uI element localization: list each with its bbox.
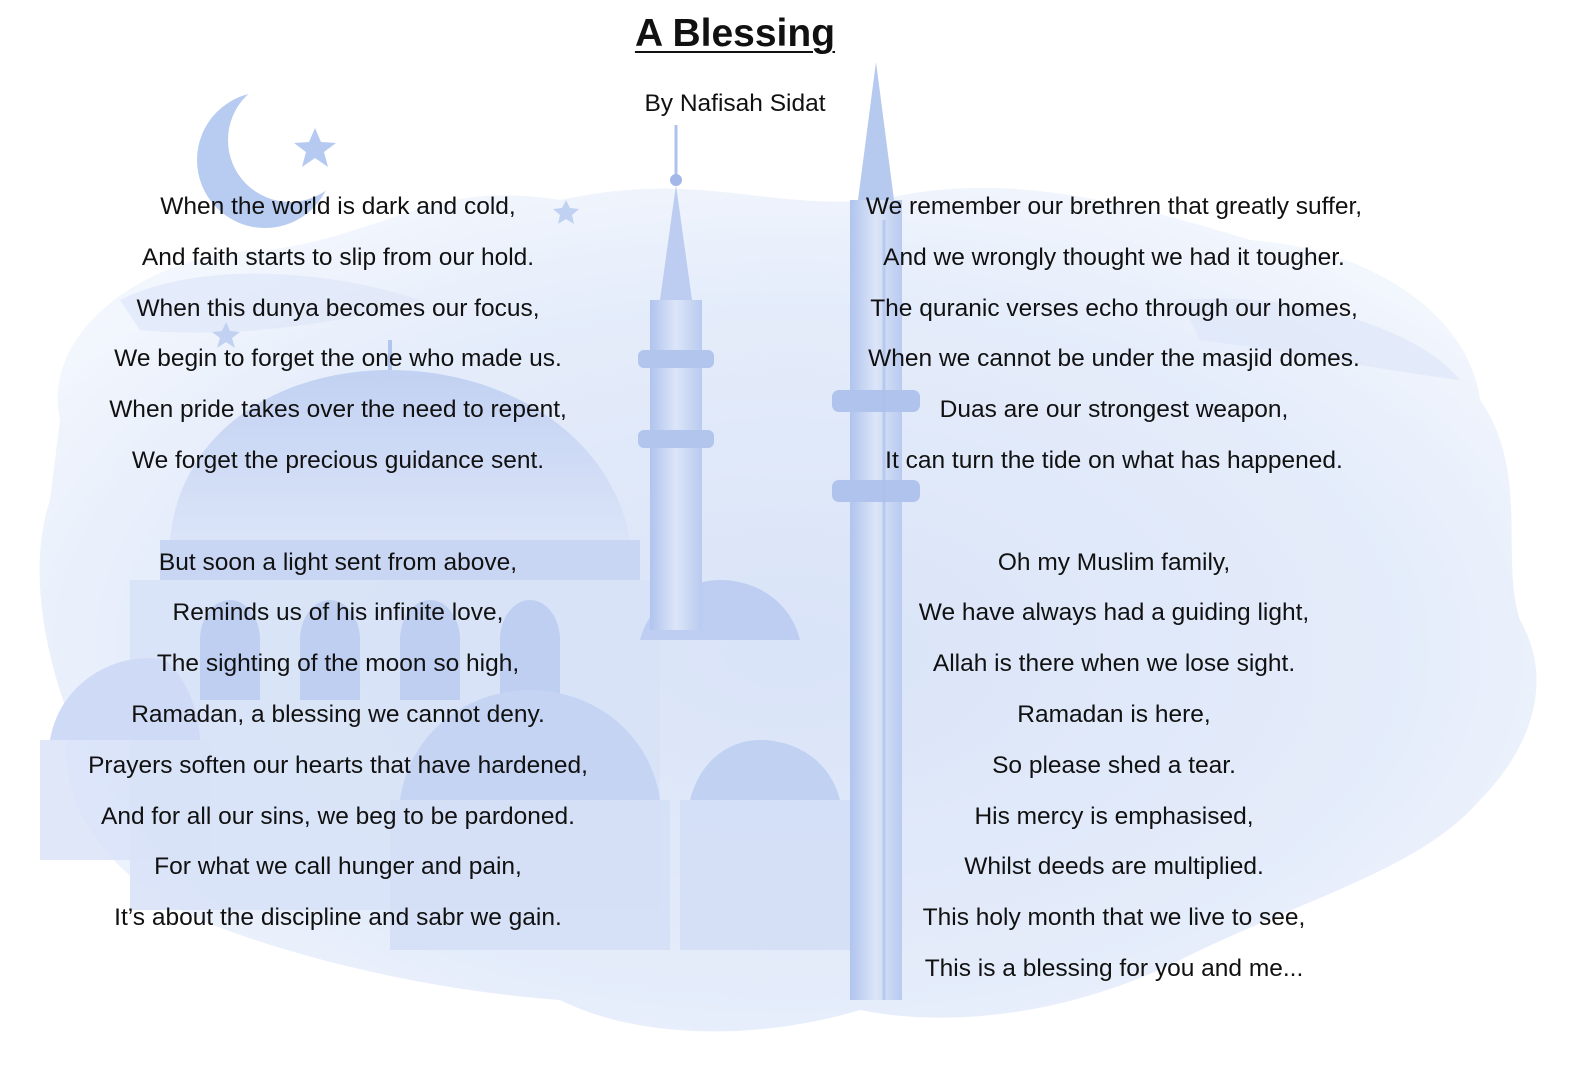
poem-line: When pride takes over the need to repent, (109, 396, 567, 424)
poem-line: But soon a light sent from above, (158, 548, 518, 576)
poem-line: It’s about the discipline and sabr we gain. (114, 904, 562, 932)
poem-line: And for all our sins, we beg to be pardoned. (101, 802, 575, 830)
poem-title: A Blessing (634, 12, 836, 55)
poem-line: Duas are our strongest weapon, (939, 396, 1289, 424)
poem-line: Prayers soften our hearts that have hardened, (88, 751, 588, 779)
stanza-gap (38, 493, 638, 544)
poem-line: For what we call hunger and pain, (154, 853, 522, 881)
right-column (814, 188, 1414, 1001)
poem-line: And faith starts to slip from our hold. (141, 243, 535, 271)
poem-line: We forget the precious guidance sent. (131, 446, 545, 474)
poem-line: Oh my Muslim family, (997, 548, 1231, 576)
poem-author: By Nafisah Sidat (644, 90, 826, 117)
poem-line: Reminds us of his infinite love, (172, 599, 504, 627)
poem-line: When this dunya becomes our focus, (136, 294, 540, 322)
poem-line: Ramadan, a blessing we cannot deny. (131, 700, 545, 728)
poem-line: Ramadan is here, (1017, 700, 1211, 728)
poem-line: The quranic verses echo through our homes, (870, 294, 1358, 322)
poem-line: Allah is there when we lose sight. (932, 650, 1296, 678)
poem-line: And we wrongly thought we had it tougher. (883, 243, 1345, 271)
poem-line: So please shed a tear. (992, 751, 1236, 779)
poem-line: We begin to forget the one who made us. (114, 345, 562, 373)
poem-line: We have always had a guiding light, (918, 599, 1310, 627)
poem-line: Whilst deeds are multiplied. (964, 853, 1264, 881)
poem-line: His mercy is emphasised, (974, 802, 1254, 830)
poem-line: This is a blessing for you and me... (924, 954, 1304, 982)
poem-line: This holy month that we live to see, (922, 904, 1306, 932)
stanza-gap (814, 493, 1414, 544)
poem-line: When the world is dark and cold, (160, 193, 516, 220)
poem-line: The sighting of the moon so high, (156, 650, 520, 678)
poem-line: When we cannot be under the masjid domes. (868, 345, 1360, 373)
poem-line: It can turn the tide on what has happened. (885, 446, 1343, 474)
left-column (38, 188, 638, 950)
poem-line: We remember our brethren that greatly suffer, (865, 193, 1363, 220)
